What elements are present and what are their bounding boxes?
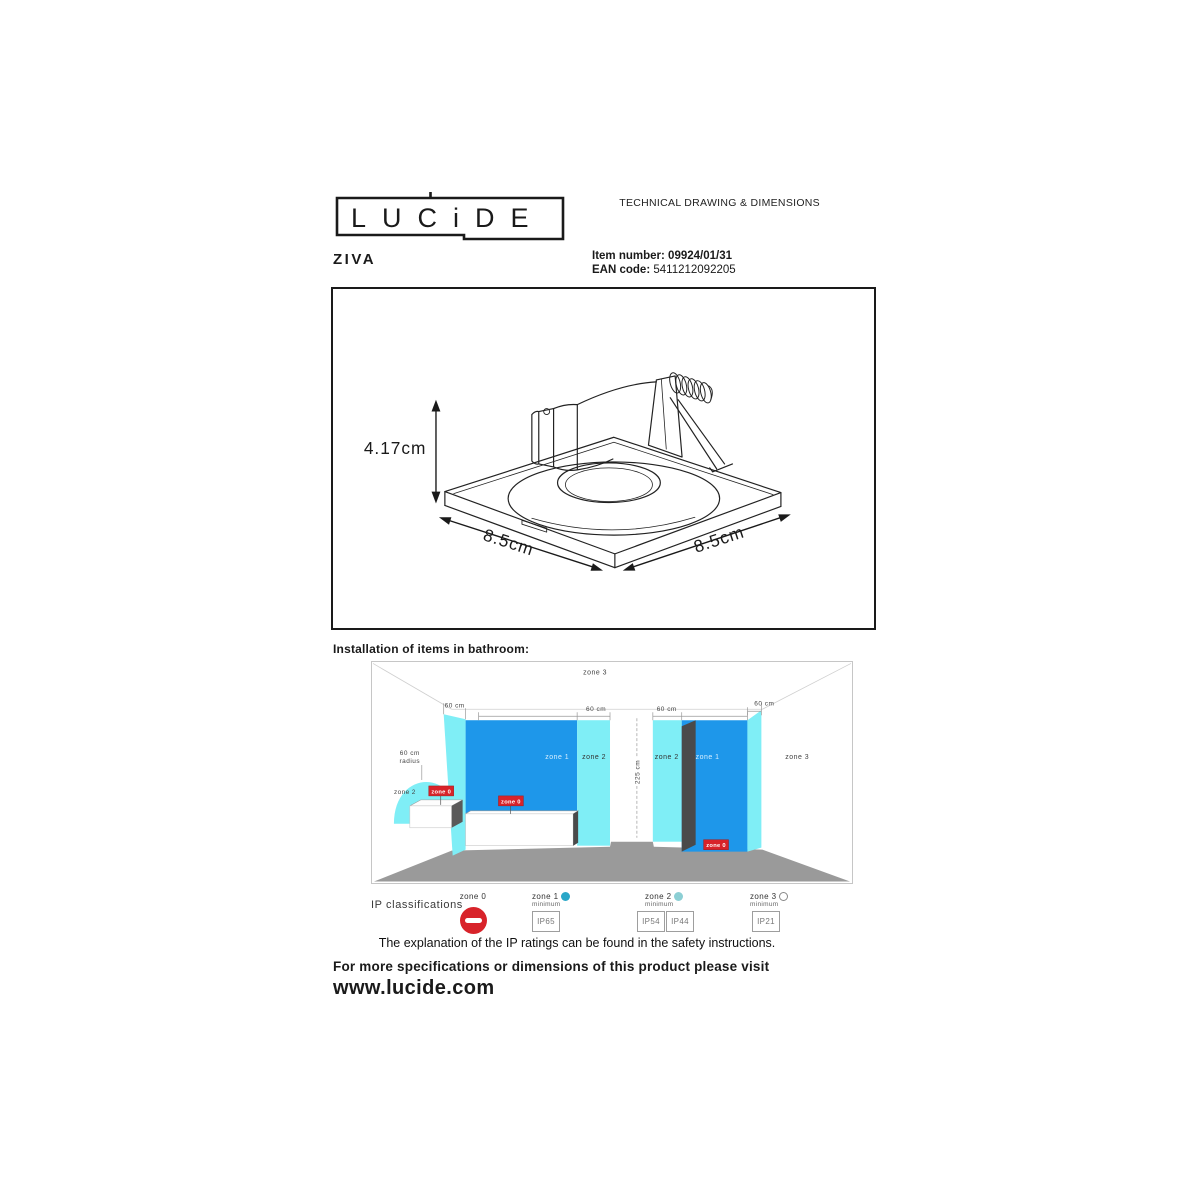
logo-letters: LUCiDE: [351, 203, 545, 233]
ip-note: The explanation of the IP ratings can be found in the safety instructions.: [378, 936, 776, 950]
ip65-rating: IP65: [532, 911, 560, 932]
dim-60-left: 60 cm: [444, 702, 465, 710]
legend-zone1-minimum: minimum: [532, 901, 561, 908]
item-number-value: 09924/01/31: [668, 250, 732, 262]
legend-zone3: [750, 892, 788, 932]
shower-glass-panel: [682, 720, 696, 851]
ip21-rating: IP21: [752, 911, 780, 932]
dim-width-label: 8.5cm: [480, 524, 537, 560]
product-name: ZIVA: [333, 251, 377, 268]
zone2-dot-icon: [674, 892, 683, 901]
dim-225-label: 225 cm: [634, 759, 642, 785]
dim-height-label: 4.17cm: [363, 438, 427, 459]
fixture-lamp-opening: [558, 463, 661, 503]
bathtub: [466, 811, 579, 846]
ean-value: 5411212092205: [653, 263, 736, 276]
zone3-wall-label: zone 3: [785, 754, 810, 762]
zone1-left-label: zone 1: [545, 754, 570, 762]
zone0-basin-badge: zone 0: [431, 789, 452, 796]
legend-zone0: [446, 892, 500, 934]
tub-wall-zone2-column: [577, 720, 610, 845]
radius-note: [400, 750, 422, 780]
footer-text: For more specifications or dimensions of this product please visit: [333, 959, 770, 974]
left-sidewall-zone2: [444, 714, 466, 855]
bathroom-svg: [372, 662, 852, 883]
legend-zone2-label: zone 2: [645, 892, 672, 901]
legend-title: IP classifications: [371, 899, 463, 911]
shower-zone2-column: [653, 720, 682, 841]
dim-60-right: 60 cm: [754, 700, 775, 708]
ip44-rating: IP44: [666, 911, 694, 932]
no-entry-icon: [460, 907, 487, 934]
zone0-shower-badge: zone 0: [706, 843, 726, 850]
dim-60-center-left: 60 cm: [586, 706, 607, 714]
legend-zone2-minimum: minimum: [645, 901, 674, 908]
ean-label: EAN code:: [592, 263, 651, 276]
radius-word: radius: [399, 758, 421, 766]
legend-zone3-minimum: minimum: [750, 901, 779, 908]
dim-depth: [623, 514, 791, 570]
zone1-right-label: zone 1: [695, 754, 720, 762]
zone0-tub-badge: zone 0: [501, 799, 521, 806]
zone2-left-label: zone 2: [582, 754, 607, 762]
footer-url-link[interactable]: www.lucide.com: [333, 977, 495, 999]
fixture-housing-arc: [577, 382, 656, 405]
dim-60-center-right: 60 cm: [656, 706, 677, 714]
legend-zone2: [637, 892, 694, 932]
zone3-circle-icon: [779, 892, 788, 901]
item-block: [592, 250, 736, 277]
doc-title: TECHNICAL DRAWING & DIMENSIONS: [619, 197, 820, 209]
legend-zone1: [532, 892, 570, 932]
dim-width: [439, 517, 603, 571]
floor: [374, 842, 850, 882]
dim-height: [364, 400, 441, 504]
dim-depth-label: 8.5cm: [691, 521, 747, 557]
item-number-label: Item number:: [592, 250, 665, 262]
zone1-dot-icon: [561, 892, 570, 901]
item-number-line: [592, 250, 736, 264]
right-sidewall-zone2: [747, 710, 761, 851]
zone2-right-label: zone 2: [654, 754, 679, 762]
bathroom-diagram: [371, 661, 853, 884]
zone3-ceiling-label: zone 3: [583, 669, 608, 677]
lucide-logo: [335, 190, 565, 242]
legend-zone3-label: zone 3: [750, 892, 777, 901]
fixture-recess: [508, 462, 720, 535]
bathroom-heading: Installation of items in bathroom:: [333, 642, 530, 656]
zone2-basin-label: zone 2: [393, 788, 416, 796]
technical-drawing-panel: [331, 287, 876, 630]
legend-zone1-label: zone 1: [532, 892, 559, 901]
fixture-drawing: [333, 289, 874, 628]
dim-225: [634, 718, 641, 838]
legend-zone0-label: zone 0: [459, 892, 487, 901]
fixture-spring-legs: [670, 398, 732, 472]
radius-value: 60 cm: [399, 750, 420, 758]
ip54-rating: IP54: [637, 911, 665, 932]
ean-line: [592, 264, 736, 278]
